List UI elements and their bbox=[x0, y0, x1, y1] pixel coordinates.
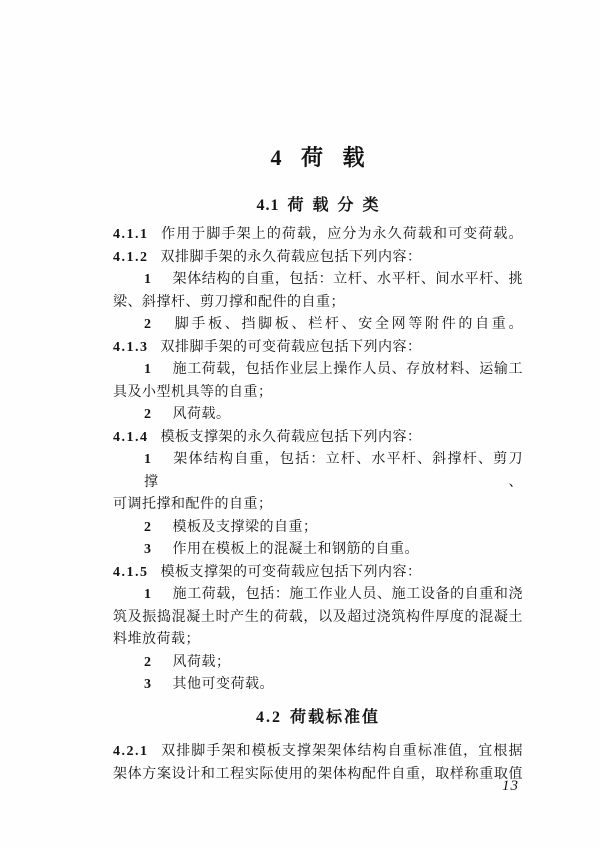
text-line bbox=[113, 224, 523, 247]
text-line bbox=[113, 652, 523, 675]
line-text: 模板支撑架的可变荷载应包括下列内容： bbox=[160, 564, 422, 580]
clause-number: 3 bbox=[144, 677, 153, 692]
text-line bbox=[113, 247, 523, 270]
text-line bbox=[113, 539, 523, 562]
line-text: 风荷载； bbox=[172, 654, 231, 670]
section-4-1-body bbox=[113, 224, 523, 697]
text-line bbox=[113, 740, 523, 763]
clause-number: 4.1.1 bbox=[113, 227, 149, 242]
clause-number: 4.1.5 bbox=[113, 564, 149, 580]
line-text: 作用在模板上的混凝土和钢筋的自重。 bbox=[172, 542, 419, 557]
line-text: 架体方案设计和工程实际使用的架体构配件自重，取样称重取值 bbox=[113, 766, 523, 782]
text-line bbox=[113, 337, 523, 360]
section-heading-4-2: 4.2 荷载标准值 bbox=[255, 708, 380, 726]
line-text: 筑及振捣混凝土时产生的荷载，以及超过浇筑构件厚度的混凝土 bbox=[113, 609, 523, 625]
text-line bbox=[113, 427, 523, 450]
line-text: 双排脚手架的可变荷载应包括下列内容： bbox=[160, 339, 422, 355]
text-line bbox=[113, 404, 523, 427]
text-line bbox=[113, 607, 523, 630]
text-line bbox=[113, 584, 523, 607]
text-line bbox=[113, 562, 523, 585]
chapter-title: 4 荷 载 bbox=[270, 145, 366, 170]
line-text: 施工荷载，包括作业层上操作人员、存放材料、运输工 bbox=[172, 362, 523, 377]
line-text: 可调托撑和配件的自重； bbox=[113, 497, 273, 512]
text-line bbox=[113, 449, 523, 494]
line-text: 双排脚手架和模板支撑架架体结构自重标准值，宜根据 bbox=[160, 743, 523, 759]
text-line bbox=[113, 494, 523, 517]
line-text: 架体结构自重，包括：立杆、水平杆、斜撑杆、剪刀撑、 bbox=[144, 452, 523, 490]
clause-number: 1 bbox=[144, 362, 153, 377]
line-text: 作用于脚手架上的荷载，应分为永久荷载和可变荷载。 bbox=[160, 227, 523, 242]
text-column bbox=[113, 0, 523, 786]
page-number: 13 bbox=[502, 778, 519, 794]
clause-number: 4.1.2 bbox=[113, 249, 149, 265]
text-line bbox=[113, 314, 523, 337]
line-text: 脚手板、挡脚板、栏杆、安全网等附件的自重。 bbox=[172, 317, 523, 332]
text-line bbox=[113, 382, 523, 405]
line-text: 施工荷载，包括：施工作业人员、施工设备的自重和浇 bbox=[172, 587, 523, 602]
line-text: 架体结构的自重，包括：立杆、水平杆、间水平杆、挑 bbox=[172, 272, 523, 287]
text-line bbox=[113, 674, 523, 697]
line-text: 其他可变荷载。 bbox=[172, 677, 274, 692]
clause-number: 1 bbox=[144, 272, 153, 287]
line-text: 具及小型机具等的自重； bbox=[113, 384, 273, 400]
clause-number: 2 bbox=[144, 654, 153, 670]
clause-number: 2 bbox=[144, 317, 153, 332]
clause-number: 1 bbox=[144, 452, 153, 467]
text-line bbox=[113, 629, 523, 652]
line-text: 模板及支撑梁的自重； bbox=[172, 519, 318, 535]
text-line bbox=[113, 517, 523, 540]
line-text: 双排脚手架的永久荷载应包括下列内容： bbox=[160, 249, 422, 265]
text-line bbox=[113, 359, 523, 382]
clause-number: 2 bbox=[144, 407, 153, 422]
clause-number: 4.2.1 bbox=[113, 743, 149, 759]
clause-number: 2 bbox=[144, 519, 153, 535]
clause-number: 4.1.3 bbox=[113, 339, 149, 355]
line-text: 风荷载。 bbox=[172, 407, 231, 422]
clause-number: 3 bbox=[144, 542, 153, 557]
section-heading-4-1: 4.1 荷 载 分 类 bbox=[256, 197, 380, 214]
line-text: 料堆放荷载； bbox=[113, 632, 200, 647]
text-line bbox=[113, 763, 523, 786]
text-line bbox=[113, 269, 523, 292]
line-text: 梁、斜撑杆、剪刀撑和配件的自重； bbox=[113, 294, 345, 310]
text-line bbox=[113, 292, 523, 315]
section-4-2-body bbox=[113, 740, 523, 786]
clause-number: 4.1.4 bbox=[113, 429, 149, 445]
clause-number: 1 bbox=[144, 587, 153, 602]
line-text: 模板支撑架的永久荷载应包括下列内容： bbox=[160, 429, 422, 445]
